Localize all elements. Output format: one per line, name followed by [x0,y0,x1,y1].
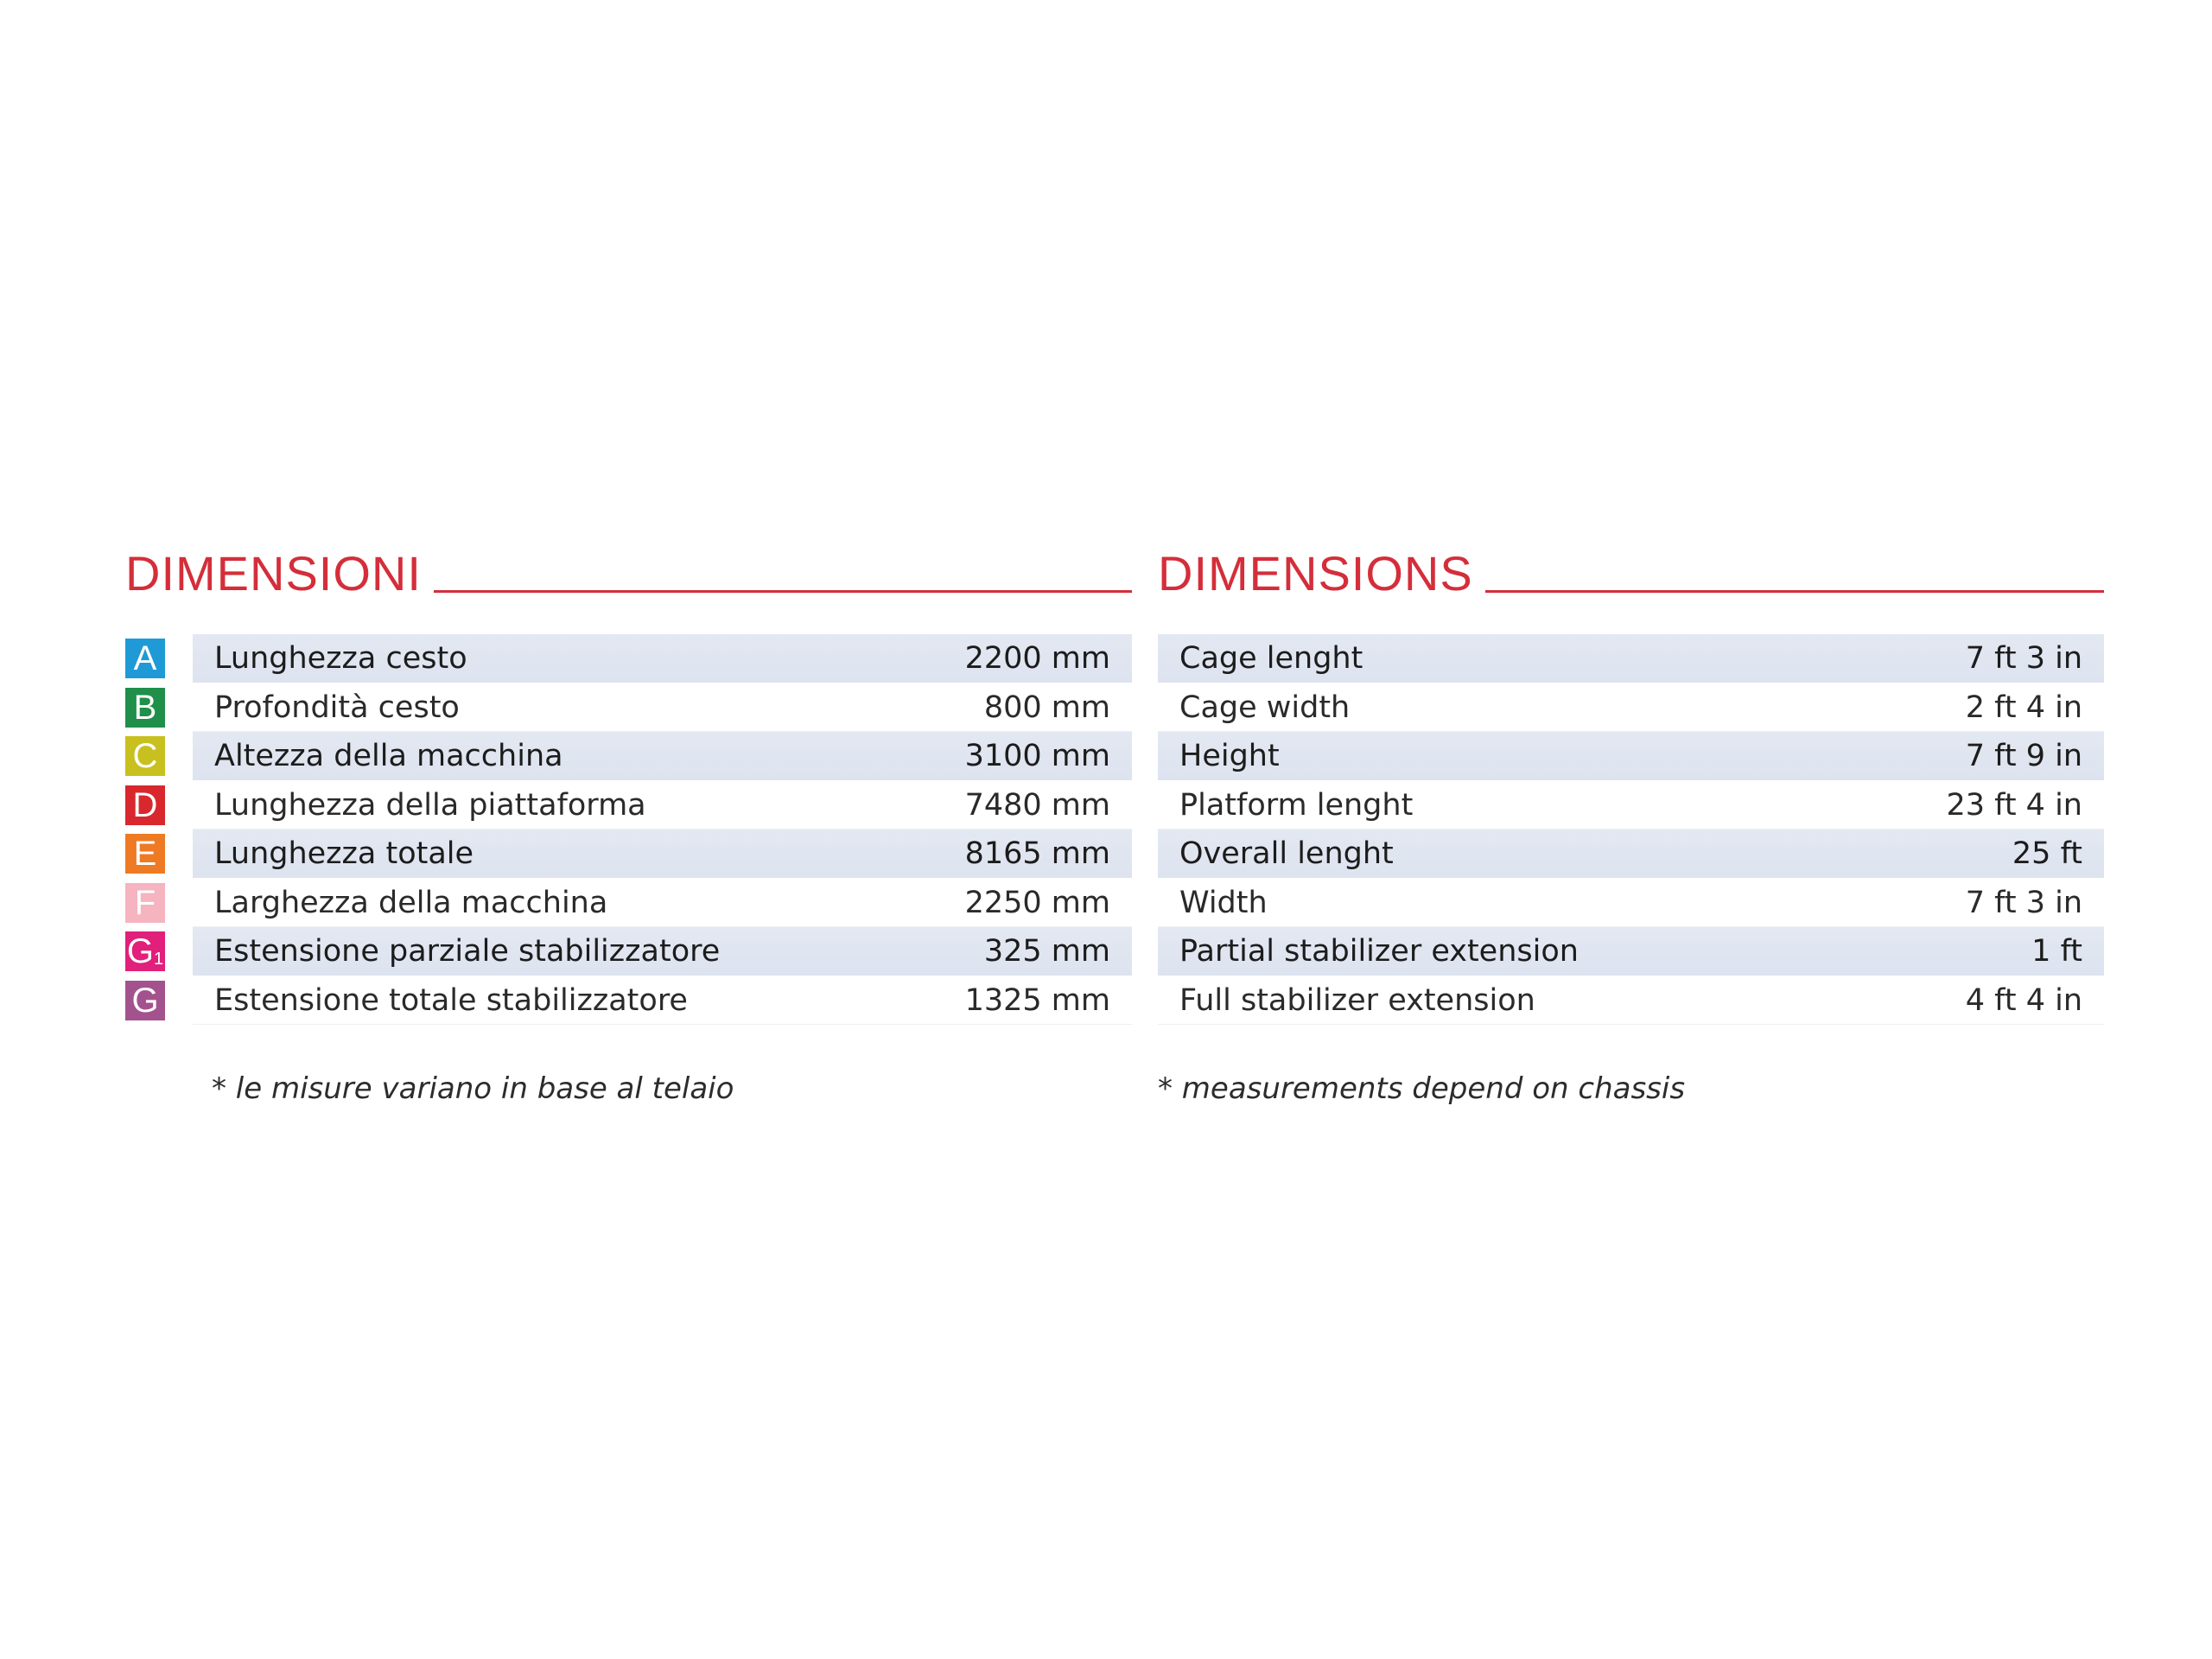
table-row [1158,879,2104,927]
dimension-label: Cage width [1179,690,1351,725]
dimension-value: 25 ft [2012,836,2082,871]
dimension-value: 2200 mm [964,641,1110,676]
table-row [193,683,1132,732]
letter-badge-g1: G 1 [126,932,164,970]
table-row [193,976,1132,1025]
dimension-value: 2250 mm [964,886,1110,920]
dimension-label: Lunghezza della piattaforma [214,788,646,823]
letter-badge-d: D [125,785,165,825]
dimension-value: 325 mm [983,934,1110,969]
dimension-label: Altezza della macchina [214,739,563,773]
table-row [1158,976,2104,1025]
table-row [193,732,1132,780]
letter-badge-e: E [125,834,165,874]
italian-heading [125,546,1132,601]
dimension-label: Partial stabilizer extension [1179,934,1579,969]
dimension-value: 1 ft [2031,934,2082,969]
italian-heading-rule [434,590,1132,593]
english-dimensions-section [1158,546,2104,1018]
dimension-label: Estensione parziale stabilizzatore [214,934,721,969]
dimension-value: 7 ft 9 in [1965,739,2082,773]
english-heading-title: DIMENSIONS [1158,546,1473,601]
dimension-label: Cage lenght [1179,641,1363,676]
dimension-value: 2 ft 4 in [1965,690,2082,725]
letter-badge-b: B [125,688,165,728]
dimension-value: 8165 mm [964,836,1110,871]
table-row [1158,830,2104,878]
dimension-value: 4 ft 4 in [1965,983,2082,1018]
dimension-value: 7 ft 3 in [1965,641,2082,676]
table-row [1158,781,2104,830]
dimension-value: 800 mm [983,690,1110,725]
english-heading [1158,546,2104,601]
table-row [193,781,1132,830]
dimension-label: Height [1179,739,1280,773]
dimension-label: Profondità cesto [214,690,460,725]
dimension-label: Lunghezza cesto [214,641,467,676]
dimension-label: Width [1179,886,1268,920]
italian-heading-title: DIMENSIONI [125,546,422,601]
dimension-label: Platform lenght [1179,788,1414,823]
italian-footnote: * le misure variano in base al telaio [212,1071,734,1106]
dimension-value: 7 ft 3 in [1965,886,2082,920]
dimension-value: 7480 mm [964,788,1110,823]
letter-badge-g: G [125,981,165,1020]
letter-badge-c: C [125,736,165,776]
table-row [1158,927,2104,976]
letter-badge-a: A [125,639,165,678]
dimension-value: 23 ft 4 in [1946,788,2082,823]
letter-badge-f: F [125,883,165,923]
table-row [1158,634,2104,683]
dimension-value: 1325 mm [964,983,1110,1018]
table-row [193,879,1132,927]
dimension-label: Full stabilizer extension [1179,983,1535,1018]
dimension-value: 3100 mm [964,739,1110,773]
dimension-label: Lunghezza totale [214,836,474,871]
english-footnote: * measurements depend on chassis [1158,1071,1686,1106]
table-row [1158,732,2104,780]
table-row [193,634,1132,683]
english-heading-rule [1485,590,2104,593]
dimension-label: Larghezza della macchina [214,886,608,920]
table-row [193,830,1132,878]
table-row [1158,683,2104,732]
table-row [193,927,1132,976]
dimension-label: Overall lenght [1179,836,1394,871]
dimension-label: Estensione totale stabilizzatore [214,983,688,1018]
italian-dimensions-section [125,546,1132,1020]
